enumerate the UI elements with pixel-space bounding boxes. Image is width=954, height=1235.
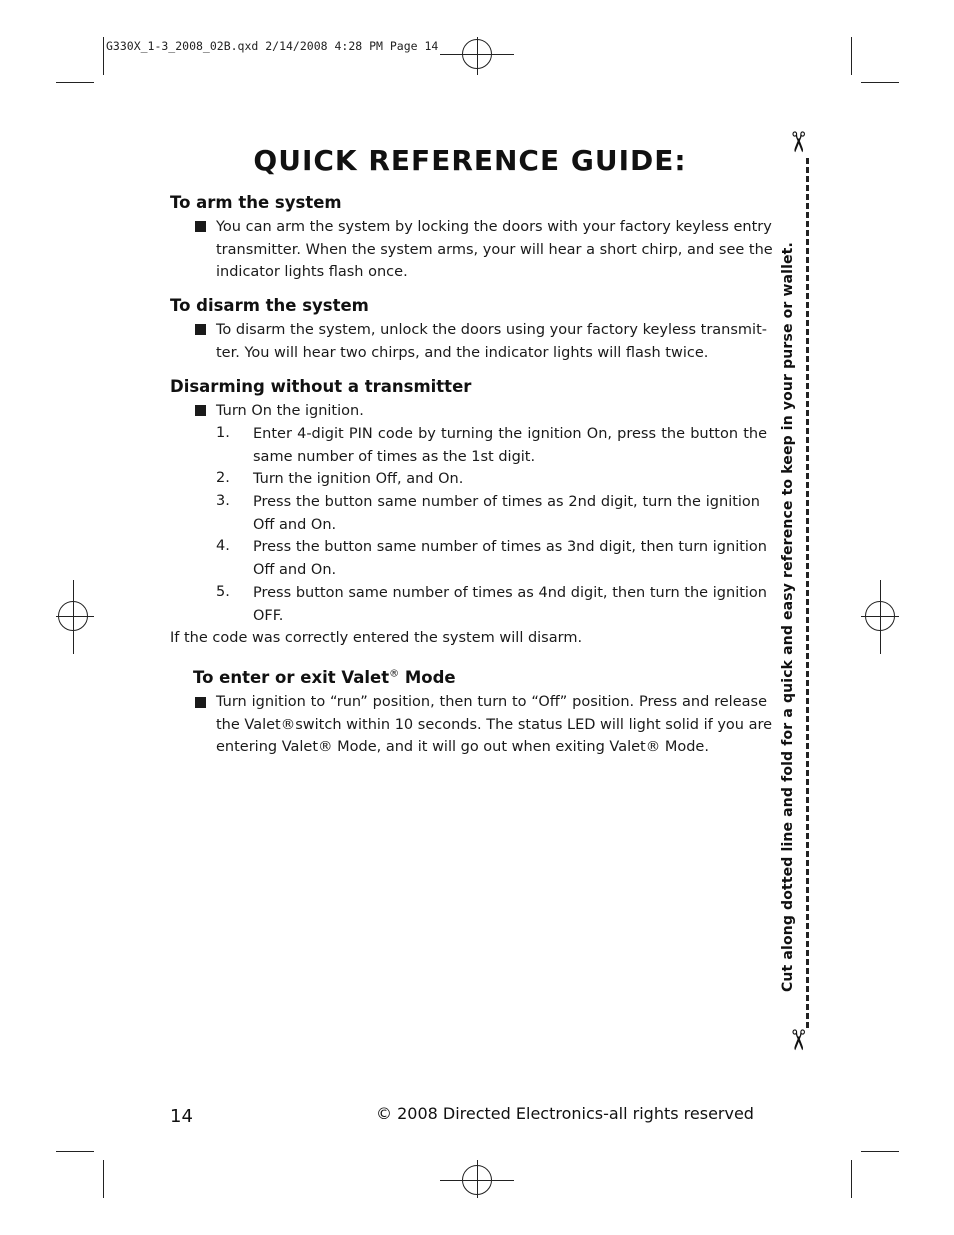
paragraph-arm: You can arm the system by locking the doors with your factory keyless entry transmitter. When the system arms, your will hear a short chirp, and see the indicator lights flash once. [216, 219, 773, 281]
cut-dotted-line [806, 158, 809, 1028]
fold-instruction: Cut along dotted line and fold for a quick and easy reference to keep in your purse or wallet. [780, 242, 796, 992]
bullet-icon [195, 697, 206, 708]
page-title: QUICK REFERENCE GUIDE: [253, 144, 687, 177]
printer-slug: G330X_1-3_2008_02B.qxd 2/14/2008 4:28 PM Page 14 [106, 39, 439, 53]
step-number: 5. [216, 584, 230, 600]
step-2: Turn the ignition Off, and On. [253, 471, 464, 487]
step-number: 4. [216, 538, 230, 554]
step-number: 1. [216, 425, 230, 441]
bullet-icon [195, 405, 206, 416]
bullet-icon [195, 324, 206, 335]
scissors-icon: ✂ [781, 1028, 815, 1052]
section-heading-disarm: To disarm the system [170, 296, 369, 315]
bullet-turn-on-ignition: Turn On the ignition. [216, 403, 364, 419]
step-number: 3. [216, 493, 230, 509]
bullet-icon [195, 221, 206, 232]
paragraph-valet: Turn ignition to “run” position, then turn to “Off” position. Press and release the Valet®switch within 10 seconds. The status LED will light solid if you are entering Valet® Mode, and it will go out when exiting Valet® Mode. [216, 694, 773, 756]
section-heading-arm: To arm the system [170, 193, 342, 212]
page-number: 14 [170, 1106, 193, 1127]
section-heading-no-transmitter: Disarming without a transmitter [170, 377, 472, 396]
copyright-notice: © 2008 Directed Electronics-all rights reserved [376, 1104, 754, 1123]
step-number: 2. [216, 470, 230, 486]
paragraph-disarm: To disarm the system, unlock the doors using your factory keyless transmit- ter. You will hear two chirps, and the indicator lights will flash twice. [216, 322, 767, 361]
disarm-note: If the code was correctly entered the system will disarm. [170, 630, 583, 646]
section-heading-valet: To enter or exit Valet® Mode [193, 668, 456, 687]
scissors-icon: ✂ [781, 130, 815, 154]
step-3: Press the button same number of times as 2nd digit, turn the ignition Off and On. [253, 494, 760, 533]
step-1: Enter 4-digit PIN code by turning the ignition On, press the button the same number of times as the 1st digit. [253, 426, 767, 465]
step-5: Press button same number of times as 4nd digit, then turn the ignition OFF. [253, 585, 767, 624]
step-4: Press the button same number of times as 3nd digit, then turn ignition Off and On. [253, 539, 767, 578]
